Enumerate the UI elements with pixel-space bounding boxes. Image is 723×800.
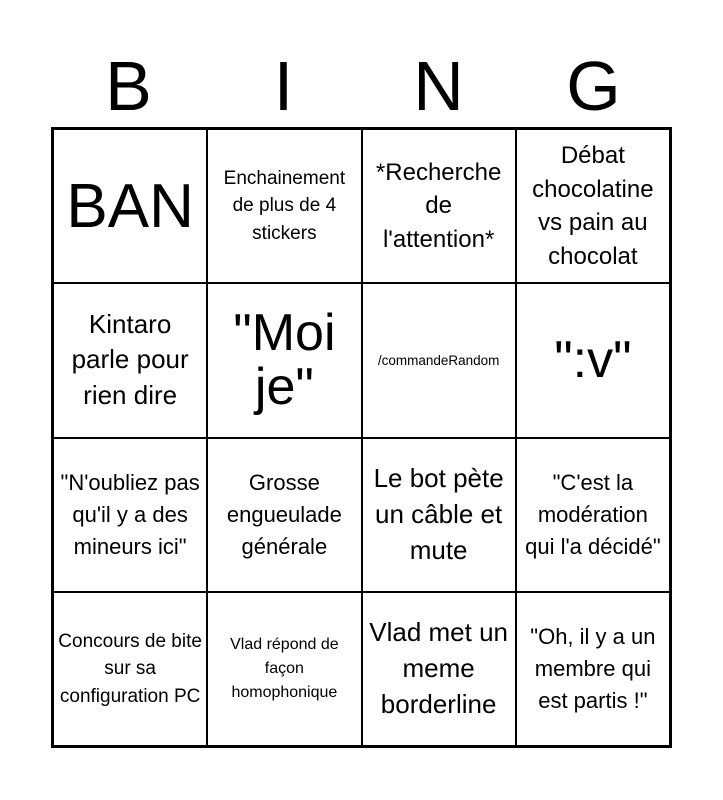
cell-text: Concours de bite sur sa configuration PC <box>58 630 202 707</box>
bingo-cell[interactable] <box>53 592 207 746</box>
bingo-cell[interactable] <box>207 283 361 437</box>
bingo-cell[interactable] <box>516 283 670 437</box>
title-letter-b: B <box>105 47 152 125</box>
cell-text: ":v" <box>554 331 632 390</box>
cell-text: "Moi je" <box>233 303 336 417</box>
bingo-cell[interactable] <box>516 438 670 592</box>
bingo-cell[interactable] <box>53 129 207 283</box>
cell-text: "C'est la modération qui l'a décidé" <box>525 469 661 559</box>
bingo-cell[interactable] <box>207 438 361 592</box>
bingo-cell[interactable] <box>207 129 361 283</box>
title-letter-i: I <box>273 47 294 125</box>
cell-text: /commandeRandom <box>377 352 500 368</box>
cell-text: "Oh, il y a un membre qui est partis !" <box>530 624 656 713</box>
cell-text: Vlad répond de façon homophonique <box>230 635 339 701</box>
cell-text: Vlad met un meme borderline <box>369 617 508 719</box>
cell-text: Enchainement de plus de 4 stickers <box>223 167 346 244</box>
cell-text: BAN <box>66 171 194 241</box>
bingo-grid <box>51 127 672 748</box>
title-letter-n: N <box>413 47 464 125</box>
bingo-cell[interactable] <box>207 592 361 746</box>
bingo-cell[interactable] <box>53 438 207 592</box>
bingo-cell[interactable] <box>516 129 670 283</box>
cell-text: "N'oubliez pas qu'il y a des mineurs ici" <box>60 469 200 559</box>
bingo-cell[interactable] <box>53 283 207 437</box>
bingo-cell[interactable] <box>516 592 670 746</box>
bingo-cell[interactable] <box>362 438 516 592</box>
cell-text: Grosse engueulade générale <box>226 469 342 559</box>
cell-text: Le bot pète un câble et mute <box>373 462 504 565</box>
title-letter-g: G <box>566 47 621 125</box>
bingo-cell[interactable] <box>362 592 516 746</box>
bingo-title <box>51 44 671 128</box>
bingo-cell[interactable] <box>362 129 516 283</box>
cell-text: *Recherche de l'attention* <box>375 158 502 253</box>
cell-text: Kintaro parle pour rien dire <box>71 308 189 411</box>
bingo-cell[interactable] <box>362 283 516 437</box>
cell-text: Débat chocolatine vs pain au chocolat <box>532 141 654 270</box>
